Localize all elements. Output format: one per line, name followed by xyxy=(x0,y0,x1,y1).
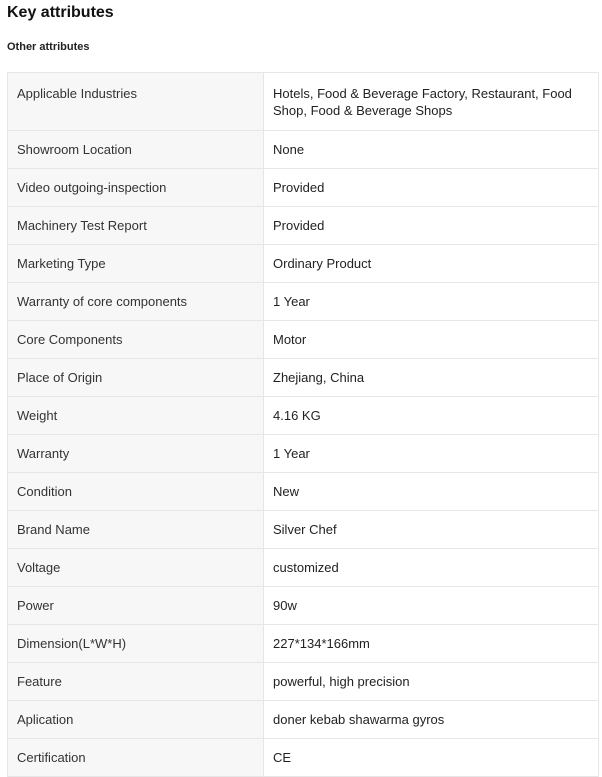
attribute-value: CE xyxy=(264,739,599,777)
attribute-key: Warranty of core components xyxy=(8,283,264,321)
attribute-value: powerful, high precision xyxy=(264,663,599,701)
attribute-value: 1 Year xyxy=(264,283,599,321)
attribute-value: 1 Year xyxy=(264,435,599,473)
attribute-value: 4.16 KG xyxy=(264,397,599,435)
attribute-key: Aplication xyxy=(8,701,264,739)
attribute-value: None xyxy=(264,131,599,169)
page-title: Key attributes xyxy=(7,4,114,21)
table-row xyxy=(8,739,599,777)
section-title: Other attributes xyxy=(7,41,90,53)
table-row xyxy=(8,549,599,587)
attribute-key: Marketing Type xyxy=(8,245,264,283)
attribute-value: Provided xyxy=(264,169,599,207)
attribute-value: Provided xyxy=(264,207,599,245)
attribute-key: Voltage xyxy=(8,549,264,587)
attribute-key: Power xyxy=(8,587,264,625)
attribute-value: New xyxy=(264,473,599,511)
table-row xyxy=(8,587,599,625)
table-row xyxy=(8,169,599,207)
table-row xyxy=(8,397,599,435)
table-row xyxy=(8,359,599,397)
attributes-table-body xyxy=(8,73,599,777)
table-row xyxy=(8,701,599,739)
table-row xyxy=(8,435,599,473)
attribute-key: Place of Origin xyxy=(8,359,264,397)
table-row xyxy=(8,321,599,359)
attribute-key: Dimension(L*W*H) xyxy=(8,625,264,663)
attribute-key: Applicable Industries xyxy=(8,73,264,131)
attribute-key: Feature xyxy=(8,663,264,701)
attribute-value: Zhejiang, China xyxy=(264,359,599,397)
attribute-value: doner kebab shawarma gyros xyxy=(264,701,599,739)
table-row xyxy=(8,283,599,321)
attribute-key: Warranty xyxy=(8,435,264,473)
attribute-value: Motor xyxy=(264,321,599,359)
table-row xyxy=(8,473,599,511)
attribute-key: Brand Name xyxy=(8,511,264,549)
attributes-table xyxy=(7,72,599,777)
attribute-value: customized xyxy=(264,549,599,587)
attribute-value: 227*134*166mm xyxy=(264,625,599,663)
attribute-value: 90w xyxy=(264,587,599,625)
attribute-key: Certification xyxy=(8,739,264,777)
attribute-key: Video outgoing-inspection xyxy=(8,169,264,207)
attribute-value: Hotels, Food & Beverage Factory, Restaurant, Food Shop, Food & Beverage Shops xyxy=(264,73,599,131)
attribute-key: Machinery Test Report xyxy=(8,207,264,245)
table-row xyxy=(8,73,599,131)
table-row xyxy=(8,207,599,245)
attribute-key: Showroom Location xyxy=(8,131,264,169)
attribute-key: Condition xyxy=(8,473,264,511)
attribute-value: Ordinary Product xyxy=(264,245,599,283)
table-row xyxy=(8,511,599,549)
table-row xyxy=(8,625,599,663)
table-row xyxy=(8,131,599,169)
attribute-value: Silver Chef xyxy=(264,511,599,549)
table-row xyxy=(8,663,599,701)
table-row xyxy=(8,245,599,283)
attribute-key: Weight xyxy=(8,397,264,435)
attribute-key: Core Components xyxy=(8,321,264,359)
